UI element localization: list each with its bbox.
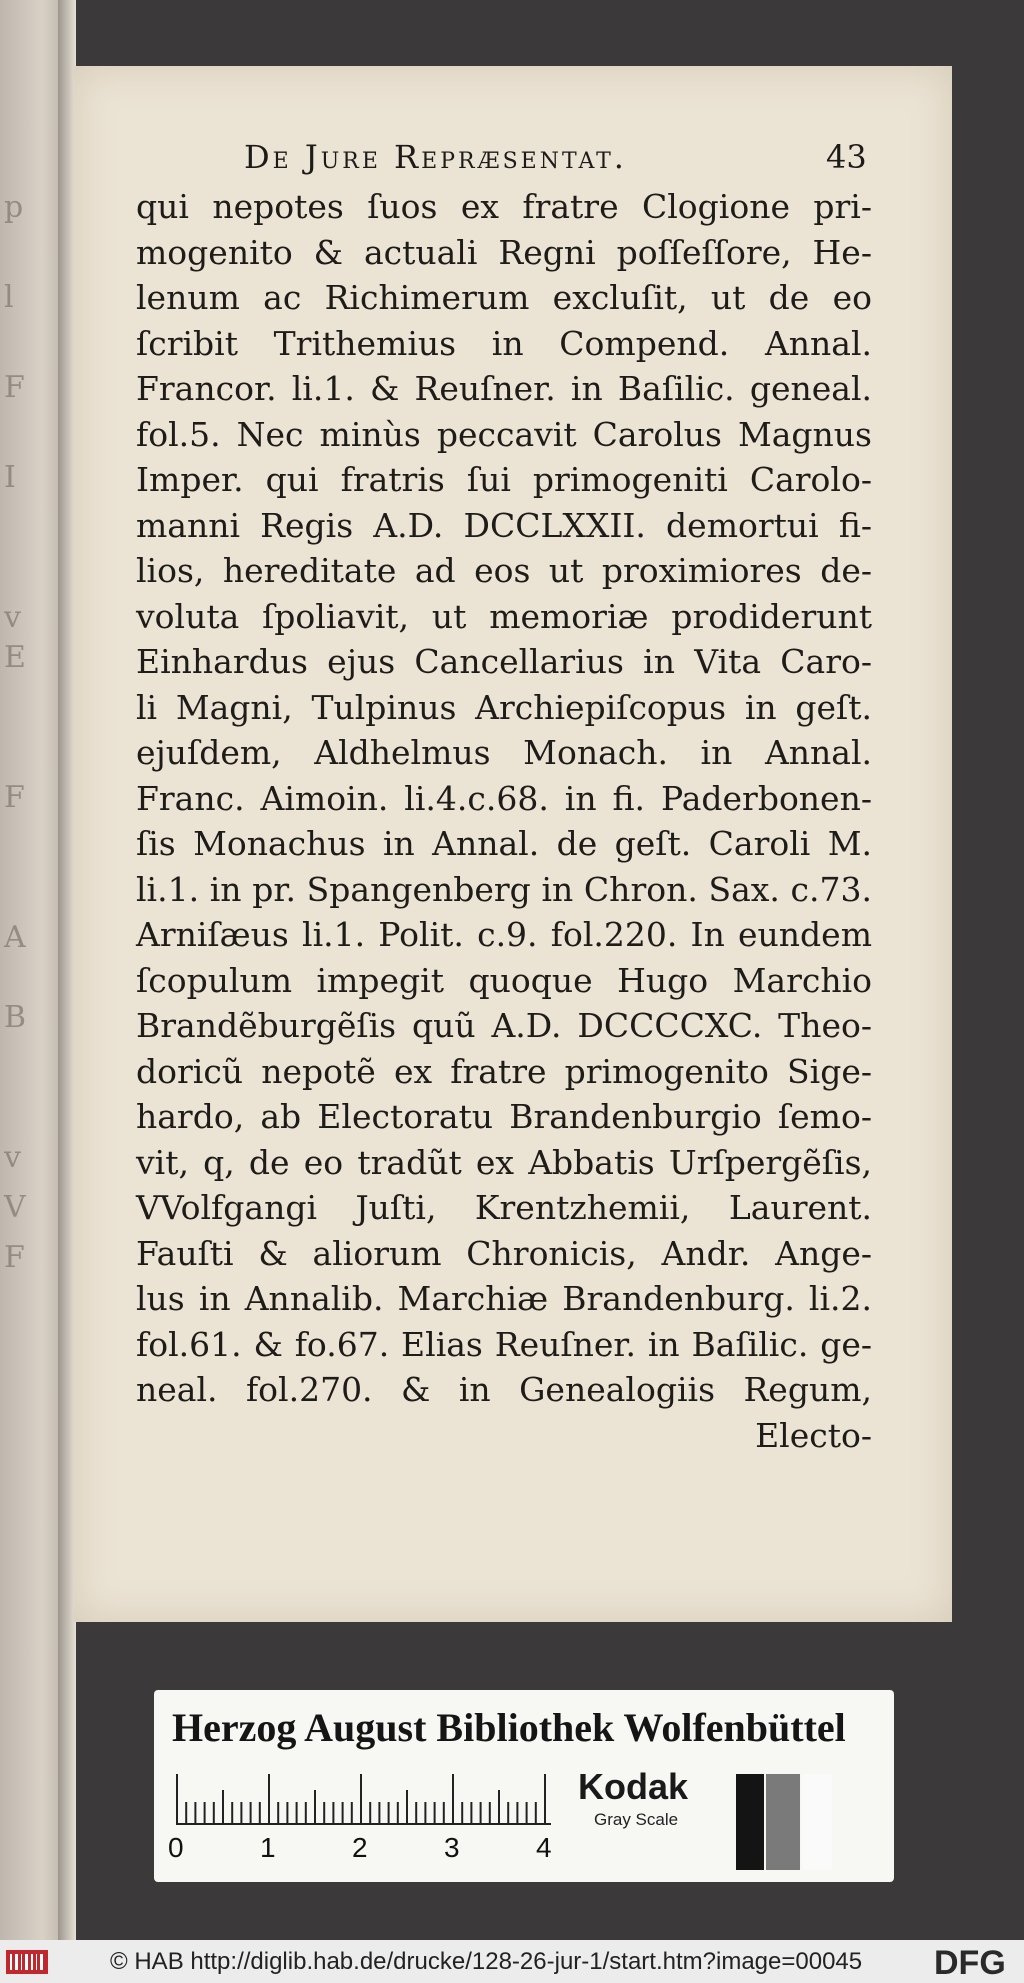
ruler-label: 1: [260, 1832, 276, 1863]
ghost-letter: B: [4, 1000, 27, 1035]
text-line: manni Regis A.D. DCCLXXII. demortui fi-: [136, 505, 872, 545]
text-line: lenum ac Richimerum excluſit, ut de eo: [136, 278, 872, 317]
ghost-letter: F: [4, 1240, 25, 1275]
text-line: lios, hereditate ad eos ut proximiores de-: [136, 551, 872, 590]
text-line: Arniſæus li.1. Polit. c.9. fol.220. In eundem: [136, 915, 872, 954]
text-line: qui nepotes ſuos ex fratre Clogione pri-: [136, 187, 872, 226]
text-line: Fauſti & aliorum Chronicis, Andr. Ange-: [136, 1233, 872, 1273]
ruler-label: 4: [536, 1832, 552, 1863]
gray-swatches: [736, 1774, 846, 1870]
text-line: fol.61. & fo.67. Elias Reuſner. in Baſilic. ge-: [136, 1324, 872, 1364]
text-line: ſis Monachus in Annal. de geſt. Caroli M.: [136, 824, 872, 863]
page-number: 43: [826, 138, 867, 176]
ghost-letter: F: [4, 370, 25, 405]
ghost-letter: E: [4, 640, 26, 675]
text-line: Einhardus ejus Cancellarius in Vita Caro-: [136, 642, 872, 681]
ghost-letter: V: [4, 1190, 26, 1225]
ghost-letter: F: [4, 780, 25, 815]
text-line: vit, q, de eo tradũt ex Abbatis Urſpergẽſis,: [136, 1142, 872, 1182]
barcode-icon: [6, 1950, 48, 1974]
source-url[interactable]: © HAB http://diglib.hab.de/drucke/128-26-jur-1/start.htm?image=00045: [110, 1948, 863, 1975]
ruler-label: 3: [444, 1832, 460, 1863]
scale-card: [154, 1690, 894, 1882]
footer-bar: [0, 1940, 1024, 1983]
text-line: Brandẽburgẽſis quũ A.D. DCCCCXC. Theo-: [136, 1006, 872, 1045]
text-line: mogenito & actuali Regni poſſeſſore, He-: [136, 232, 872, 272]
text-line: hardo, ab Electoratu Brandenburgio ſemo-: [136, 1097, 872, 1136]
ghost-letter: v: [4, 600, 21, 635]
swatch-gray: [766, 1774, 800, 1870]
ruler-label: 2: [352, 1832, 368, 1863]
ghost-letter: v: [4, 1140, 21, 1175]
ghost-letter: A: [4, 920, 26, 955]
text-line: voluta ſpoliavit, ut memoriæ prodiderunt: [136, 596, 872, 636]
ruler-label: 0: [168, 1832, 184, 1863]
text-line: ſcopulum impegit quoque Hugo Marchio: [136, 960, 872, 1000]
text-line: ejuſdem, Aldhelmus Monach. in Annal.: [136, 733, 872, 772]
text-line: doricũ nepotẽ ex fratre primogenito Sige-: [136, 1051, 872, 1091]
ruler-labels: [168, 1832, 568, 1866]
text-line: li.1. in pr. Spangenberg in Chron. Sax. c.73.: [136, 869, 872, 909]
dfg-logo: DFG: [934, 1944, 1006, 1982]
scanned-page: [74, 66, 952, 1622]
text-line: ſcribit Trithemius in Compend. Annal.: [136, 323, 872, 363]
text-line: Franc. Aimoin. li.4.c.68. in fi. Paderbonen-: [136, 778, 872, 818]
text-line: fol.5. Nec minùs peccavit Carolus Magnus: [136, 414, 872, 454]
ghost-letter: I: [4, 460, 16, 495]
text-line: li Magni, Tulpinus Archiepiſcopus in geſt.: [136, 687, 872, 727]
gray-scale-label: Gray Scale: [594, 1810, 679, 1829]
swatch-white: [802, 1774, 832, 1870]
ruler-icon: [176, 1772, 556, 1828]
text-line: VVolfgangi Juſti, Krentzhemii, Laurent.: [136, 1188, 872, 1227]
running-head: De Jure Repræsentat.: [244, 138, 627, 176]
kodak-logo: Kodak: [578, 1766, 689, 1807]
text-line: Imper. qui fratris ſui primogeniti Carolo-: [136, 460, 872, 499]
text-line: neal. fol.270. & in Genealogiis Regum,: [136, 1370, 872, 1409]
ghost-letter: p: [4, 190, 24, 225]
text-line: lus in Annalib. Marchiæ Brandenburg. li.2.: [136, 1279, 872, 1318]
catchword: Electo-: [755, 1415, 872, 1455]
body-text: [136, 184, 872, 1458]
text-line: Francor. li.1. & Reuſner. in Baſilic. geneal.: [136, 369, 872, 408]
swatch-black: [736, 1774, 764, 1870]
library-name: Herzog August Bibliothek Wolfenbüttel: [172, 1705, 846, 1750]
ghost-letter: l: [4, 280, 14, 315]
